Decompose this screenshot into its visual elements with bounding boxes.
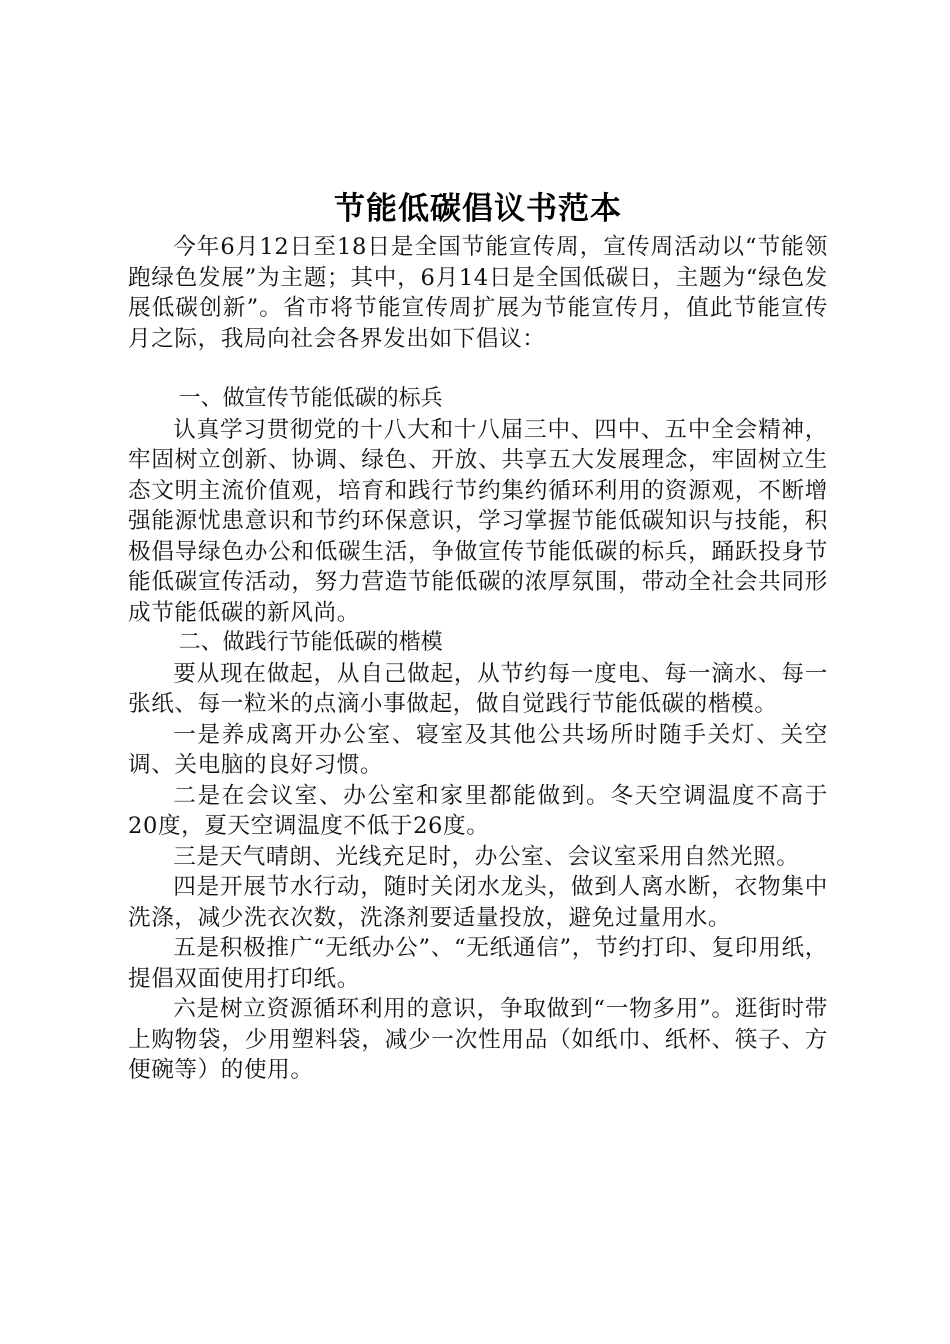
item-4-paragraph: 四是开展节水行动，随时关闭水龙头，做到人离水断，衣物集中洗涤，减少洗衣次数，洗涤剂要适量投放，避免过量用水。 [128,874,828,931]
section2-heading: 二、做践行节能低碳的楷模 [178,630,443,655]
section2-paragraph: 要从现在做起，从自己做起，从节约每一度电、每一滴水、每一张纸、每一粒米的点滴小事做起，做自觉践行节能低碳的楷模。 [128,660,828,717]
item-3-paragraph: 三是天气晴朗、光线充足时，办公室、会议室采用自然光照。 [173,843,800,870]
section1-heading: 一、做宣传节能低碳的标兵 [178,386,443,411]
section1-paragraph: 认真学习贯彻党的十八大和十八届三中、四中、五中全会精神，牢固树立创新、协调、绿色、开放、共享五大发展理念，牢固树立生态文明主流价值观，培育和践行节约集约循环利用的资源观，不断增强能源忧患意识和节约环保意识，学习掌握节能低碳知识与技能，积极倡导绿色办公和低碳生活，争做宣传节能低碳的标兵，踊跃投身节能低碳宣传活动，努力营造节能低碳的浓厚氛围，带动全社会共同形成节能低碳的新风尚。 [128,416,828,626]
intro-paragraph: 今年6月12日至18日是全国节能宣传周，宣传周活动以“节能领跑绿色发展”为主题；其中，6月14日是全国低碳日，主题为“绿色发展低碳创新”。省市将节能宣传周扩展为节能宣传月，值此节能宣传月之际，我局向社会各界发出如下倡议： [128,234,828,352]
document-body [128,186,828,1086]
paragraph-gap [128,354,828,384]
item-5-paragraph: 五是积极推广“无纸办公”、“无纸通信”，节约打印、复印用纸，提倡双面使用打印纸。 [128,935,828,992]
item-6-paragraph: 六是树立资源循环利用的意识，争取做到“一物多用”。逛街时带上购物袋，少用塑料袋，减少一次性用品（如纸巾、纸杯、筷子、方便碗等）的使用。 [128,996,828,1083]
document-title: 节能低碳倡议书范本 [334,191,622,227]
item-2-paragraph: 二是在会议室、办公室和家里都能做到。冬天空调温度不高于20度，夏天空调温度不低于26度。 [128,782,828,839]
item-1-paragraph: 一是养成离开办公室、寝室及其他公共场所时随手关灯、关空调、关电脑的良好习惯。 [128,721,828,778]
